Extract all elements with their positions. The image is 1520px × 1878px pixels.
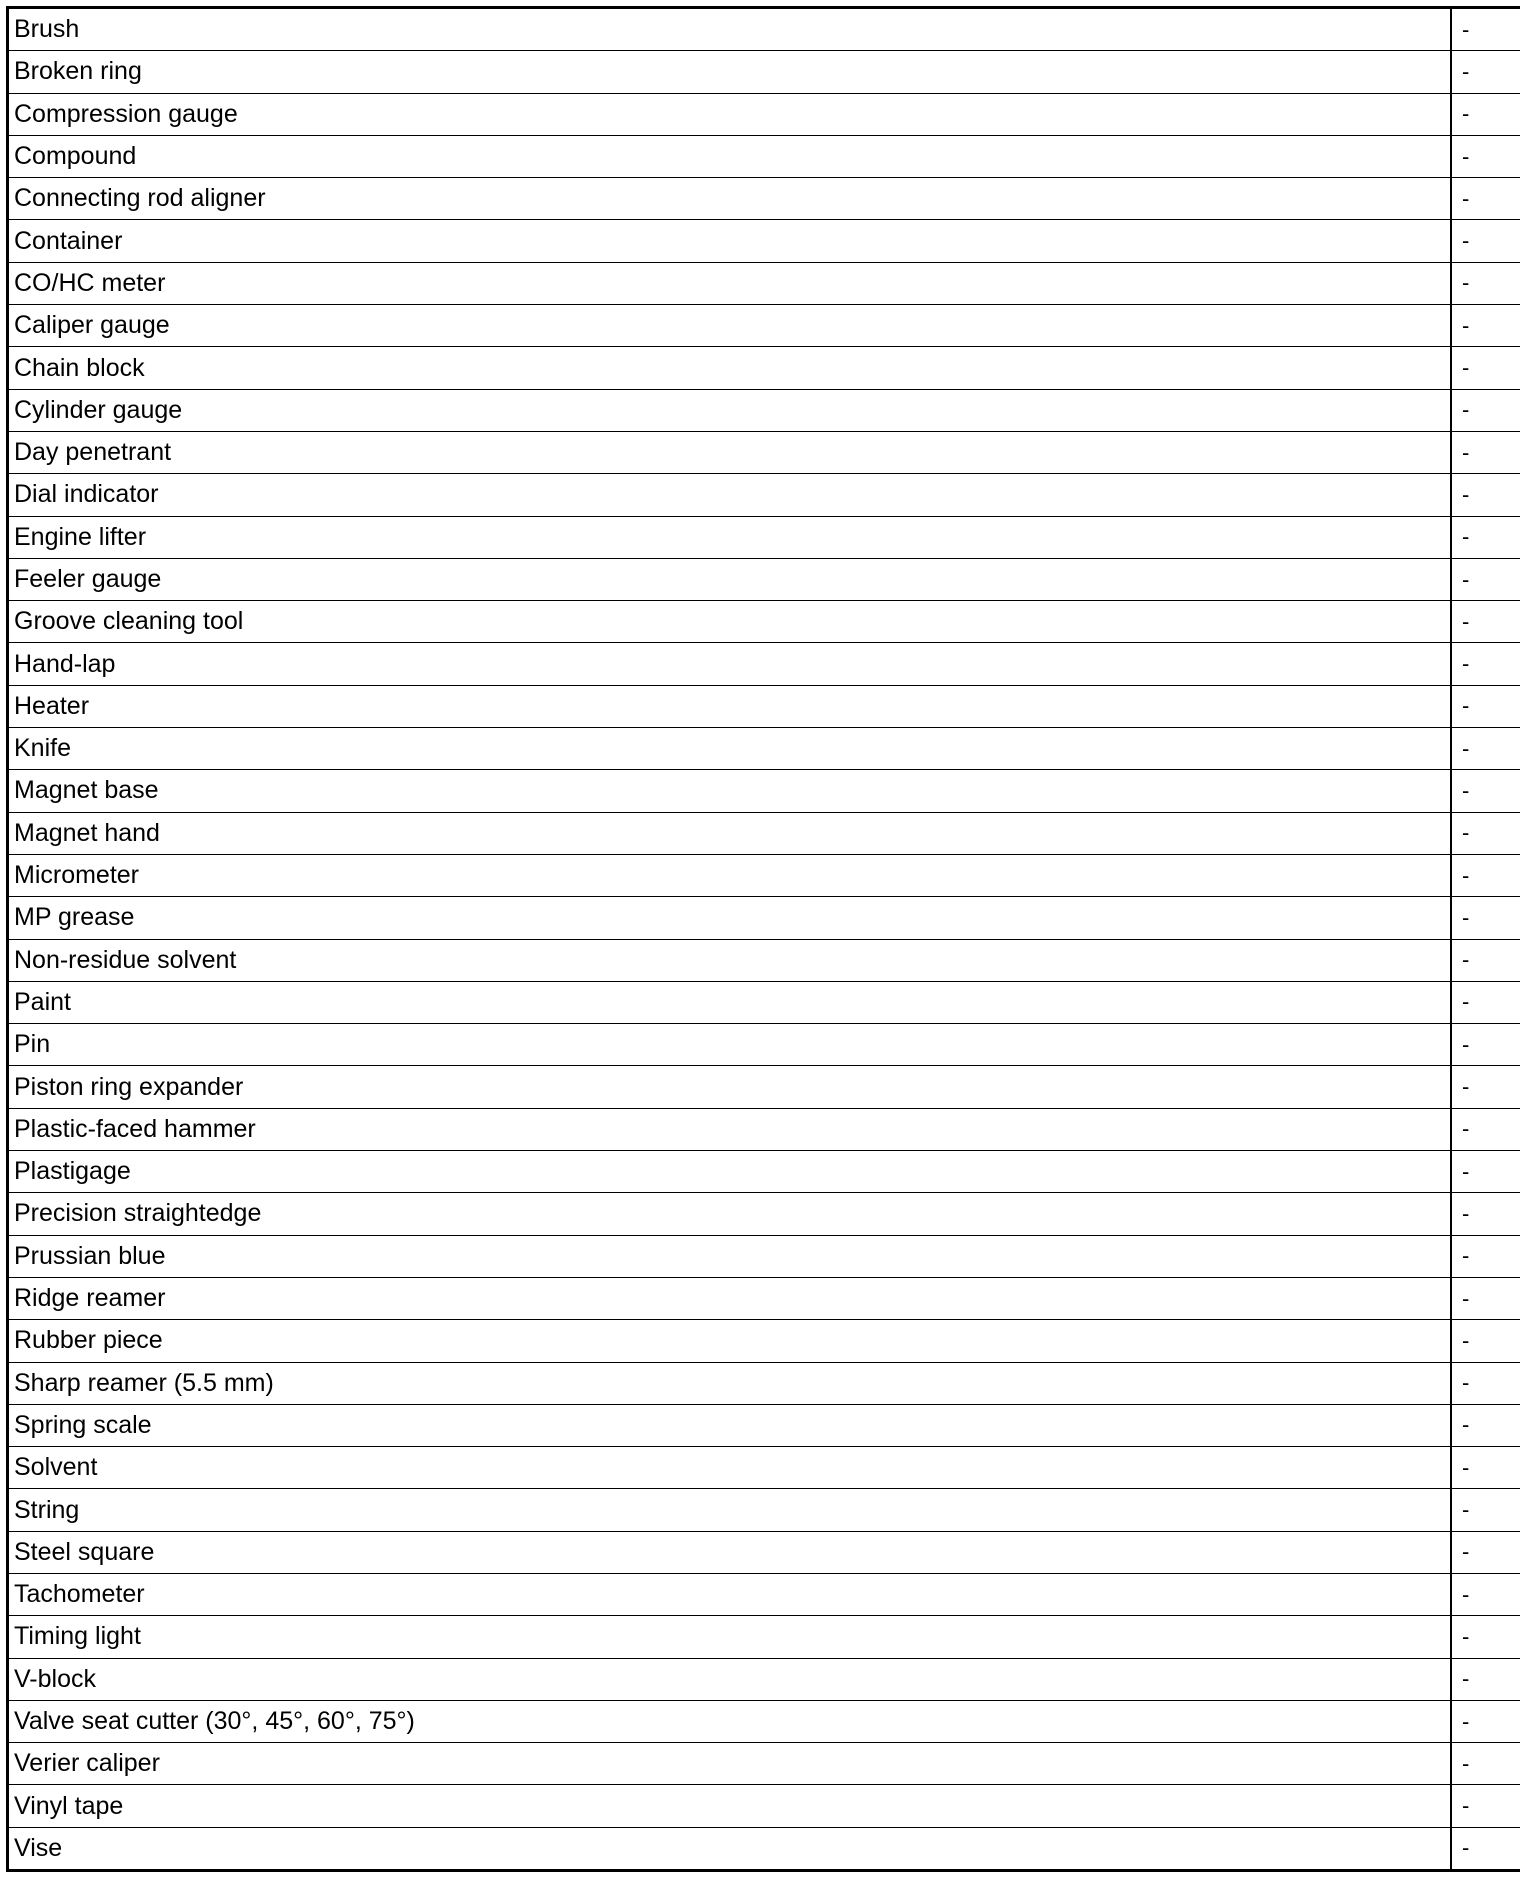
tool-name-cell: Steel square	[8, 1531, 1452, 1573]
table-row	[8, 854, 1520, 896]
tool-name-cell: Non-residue solvent	[8, 939, 1452, 981]
tool-value-cell: -	[1451, 220, 1520, 262]
tool-name-cell: Prussian blue	[8, 1235, 1452, 1277]
tool-value-cell: -	[1451, 1277, 1520, 1319]
tool-value-cell: -	[1451, 135, 1520, 177]
tool-value-cell: -	[1451, 8, 1520, 51]
tool-value-cell: -	[1451, 1024, 1520, 1066]
table-row	[8, 770, 1520, 812]
tool-value-cell: -	[1451, 1235, 1520, 1277]
tool-name-cell: Verier caliper	[8, 1743, 1452, 1785]
tool-name-cell: Plastic-faced hammer	[8, 1108, 1452, 1150]
tool-value-cell: -	[1451, 1531, 1520, 1573]
tool-value-cell: -	[1451, 601, 1520, 643]
tool-value-cell: -	[1451, 1447, 1520, 1489]
tool-value-cell: -	[1451, 178, 1520, 220]
tool-value-cell: -	[1451, 1066, 1520, 1108]
tool-list-table	[6, 6, 1520, 1872]
tool-name-cell: Solvent	[8, 1447, 1452, 1489]
table-row	[8, 1235, 1520, 1277]
tool-name-cell: CO/HC meter	[8, 262, 1452, 304]
tool-name-cell: Compound	[8, 135, 1452, 177]
tool-name-cell: Knife	[8, 728, 1452, 770]
tool-value-cell: -	[1451, 431, 1520, 473]
tool-value-cell: -	[1451, 516, 1520, 558]
tool-value-cell: -	[1451, 558, 1520, 600]
tool-value-cell: -	[1451, 347, 1520, 389]
tool-value-cell: -	[1451, 474, 1520, 516]
tool-name-cell: MP grease	[8, 897, 1452, 939]
tool-name-cell: Caliper gauge	[8, 305, 1452, 347]
table-row	[8, 1616, 1520, 1658]
table-row	[8, 1024, 1520, 1066]
table-row	[8, 897, 1520, 939]
table-row	[8, 558, 1520, 600]
table-row	[8, 1447, 1520, 1489]
table-row	[8, 812, 1520, 854]
tool-name-cell: Sharp reamer (5.5 mm)	[8, 1362, 1452, 1404]
table-row	[8, 1743, 1520, 1785]
table-row	[8, 1193, 1520, 1235]
tool-name-cell: Brush	[8, 8, 1452, 51]
tool-value-cell: -	[1451, 1108, 1520, 1150]
tool-value-cell: -	[1451, 1404, 1520, 1446]
table-row	[8, 981, 1520, 1023]
table-row	[8, 1700, 1520, 1742]
tool-name-cell: Heater	[8, 685, 1452, 727]
table-row	[8, 1785, 1520, 1827]
tool-value-cell: -	[1451, 981, 1520, 1023]
tool-value-cell: -	[1451, 1827, 1520, 1870]
tool-name-cell: Rubber piece	[8, 1320, 1452, 1362]
table-row	[8, 389, 1520, 431]
tool-value-cell: -	[1451, 1700, 1520, 1742]
table-row	[8, 220, 1520, 262]
tool-name-cell: Chain block	[8, 347, 1452, 389]
tool-name-cell: Container	[8, 220, 1452, 262]
tool-value-cell: -	[1451, 305, 1520, 347]
table-row	[8, 1066, 1520, 1108]
table-row	[8, 1489, 1520, 1531]
table-row	[8, 347, 1520, 389]
tool-name-cell: Pin	[8, 1024, 1452, 1066]
tool-value-cell: -	[1451, 685, 1520, 727]
table-row	[8, 728, 1520, 770]
tool-list-body	[8, 8, 1520, 1871]
tool-name-cell: Tachometer	[8, 1573, 1452, 1615]
tool-name-cell: Micrometer	[8, 854, 1452, 896]
table-row	[8, 135, 1520, 177]
table-row	[8, 1531, 1520, 1573]
table-row	[8, 1658, 1520, 1700]
tool-name-cell: String	[8, 1489, 1452, 1531]
tool-value-cell: -	[1451, 51, 1520, 93]
table-row	[8, 93, 1520, 135]
tool-value-cell: -	[1451, 1489, 1520, 1531]
tool-name-cell: Groove cleaning tool	[8, 601, 1452, 643]
tool-value-cell: -	[1451, 1573, 1520, 1615]
tool-value-cell: -	[1451, 1785, 1520, 1827]
table-row	[8, 1404, 1520, 1446]
tool-value-cell: -	[1451, 643, 1520, 685]
table-row	[8, 1151, 1520, 1193]
table-row	[8, 1320, 1520, 1362]
tool-name-cell: Feeler gauge	[8, 558, 1452, 600]
table-row	[8, 431, 1520, 473]
tool-name-cell: Ridge reamer	[8, 1277, 1452, 1319]
tool-name-cell: Plastigage	[8, 1151, 1452, 1193]
tool-value-cell: -	[1451, 939, 1520, 981]
tool-value-cell: -	[1451, 1320, 1520, 1362]
tool-value-cell: -	[1451, 1616, 1520, 1658]
tool-value-cell: -	[1451, 389, 1520, 431]
table-row	[8, 51, 1520, 93]
table-row	[8, 1362, 1520, 1404]
tool-value-cell: -	[1451, 770, 1520, 812]
tool-value-cell: -	[1451, 1362, 1520, 1404]
table-row	[8, 643, 1520, 685]
tool-name-cell: Compression gauge	[8, 93, 1452, 135]
table-row	[8, 939, 1520, 981]
tool-name-cell: Connecting rod aligner	[8, 178, 1452, 220]
table-row	[8, 516, 1520, 558]
table-row	[8, 305, 1520, 347]
tool-value-cell: -	[1451, 1193, 1520, 1235]
tool-name-cell: Hand-lap	[8, 643, 1452, 685]
tool-value-cell: -	[1451, 1743, 1520, 1785]
tool-value-cell: -	[1451, 728, 1520, 770]
tool-name-cell: Magnet hand	[8, 812, 1452, 854]
tool-name-cell: Vise	[8, 1827, 1452, 1870]
tool-name-cell: Precision straightedge	[8, 1193, 1452, 1235]
tool-name-cell: Spring scale	[8, 1404, 1452, 1446]
tool-name-cell: Paint	[8, 981, 1452, 1023]
tool-list-container	[6, 6, 1510, 1872]
tool-name-cell: Dial indicator	[8, 474, 1452, 516]
tool-value-cell: -	[1451, 1151, 1520, 1193]
table-row	[8, 685, 1520, 727]
table-row	[8, 8, 1520, 51]
tool-value-cell: -	[1451, 897, 1520, 939]
tool-name-cell: Timing light	[8, 1616, 1452, 1658]
table-row	[8, 474, 1520, 516]
tool-value-cell: -	[1451, 1658, 1520, 1700]
tool-value-cell: -	[1451, 812, 1520, 854]
table-row	[8, 262, 1520, 304]
tool-name-cell: Magnet base	[8, 770, 1452, 812]
table-row	[8, 1573, 1520, 1615]
tool-name-cell: Cylinder gauge	[8, 389, 1452, 431]
tool-value-cell: -	[1451, 262, 1520, 304]
tool-name-cell: Day penetrant	[8, 431, 1452, 473]
table-row	[8, 601, 1520, 643]
tool-name-cell: Vinyl tape	[8, 1785, 1452, 1827]
table-row	[8, 1277, 1520, 1319]
tool-name-cell: Broken ring	[8, 51, 1452, 93]
table-row	[8, 1108, 1520, 1150]
tool-name-cell: V-block	[8, 1658, 1452, 1700]
tool-name-cell: Piston ring expander	[8, 1066, 1452, 1108]
tool-name-cell: Valve seat cutter (30°, 45°, 60°, 75°)	[8, 1700, 1452, 1742]
tool-value-cell: -	[1451, 93, 1520, 135]
tool-name-cell: Engine lifter	[8, 516, 1452, 558]
tool-value-cell: -	[1451, 854, 1520, 896]
table-row	[8, 178, 1520, 220]
table-row	[8, 1827, 1520, 1870]
